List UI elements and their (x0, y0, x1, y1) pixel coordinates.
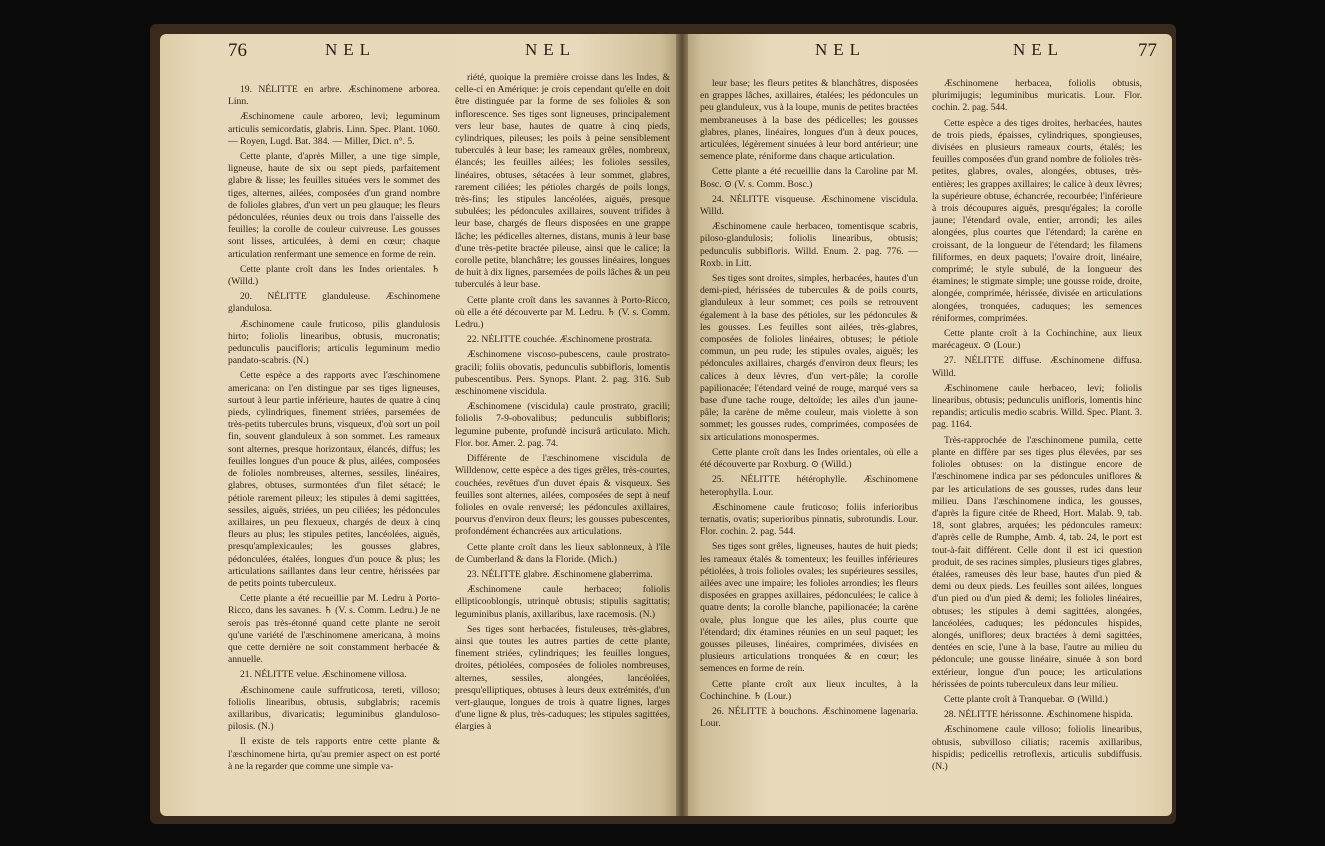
paragraph: Cette plante croît dans les Indes orientales. ♄ (Willd.) (228, 263, 440, 288)
right-page-column-2 (932, 78, 1142, 806)
left-page-column-1 (228, 84, 440, 806)
paragraph: 23. NÉLITTE glabre. Æschinomene glaberrima. (467, 568, 653, 580)
paragraph: 21. NÉLITTE velue. Æschinomene villosa. (240, 669, 407, 681)
paragraph: Ses tiges sont grêles, ligneuses, hautes de huit pieds; les rameaux étalés & tomenteux; les feuilles inférieures pétiolées, à trois folioles ovales; les supérieures sessiles, ailées avec une impaire; les folioles arrondies; les fleurs disposées en grappes axillaires, pédonculées; le calice à quatre dents; la corolle blanche, papilionacée; la carène ovale, plus longue que les ailes, plus courte que l'étendard; dix étamines réunies en un seul paquet; les gousses pileuses, linéaires, comprimées, divisées en plusieurs articulations tronquées & en cœur; les semences en forme de rein. (700, 541, 918, 675)
paragraph: 19. NÉLITTE en arbre. Æschinomene arborea. Linn. (228, 84, 440, 108)
paragraph: Æschinomene caule fruticoso; foliis inferioribus ternatis, ovatis; superioribus pinnatis, subrotundis. Lour. Flor. cochin. 2. pag. 544. (700, 501, 918, 538)
paragraph: Très-rapprochée de l'æschinomene pumila, cette plante en diffère par ses tiges plus élevées, par ses folioles obtuses: on la distingue encore de l'æschinomene indica par ses pédoncules uniflores & par les articulations de ses gousses, rudes dans leur milieu. Dans l'æschinomene indica, les gousses, d'après la figure citée de Rheed, Hort. Malab. 9, tab. 18, sont glabres, arquées; les pédoncules rameux: d'après celle de Rumphe, Amb. 4, tab. 24, le port est tout-à-fait différent. Celle dont il est ici question produit, de ses racines simples, plusieurs tiges glabres, étalées, rameuses dès leur base, hautes d'un pied & demi ou deux pieds. Les feuilles sont ailées, longues d'un pied ou d'un pied & demi; les folioles linéaires, obtuses; les stipules à demi sagittées, alongées, lancéolées, caduques; les pédoncules hispides, alongés, uniflores; deux bractées à demi sagittées, dentées en scie, l'une à la base, l'autre au milieu du pédoncule; une gousse linéaire, sinuée à son bord extérieur, longue d'un pouce; les articulations hérissées de points tuberculeux dans leur milieu. (932, 434, 1142, 690)
paragraph: Æschinomene caule herbaceo, levi; foliolis linearibus, obtusis; pedunculis unifloris, lomentis hinc repandis; articulis medio scabris. Willd. Spec. Plant. 3. pag. 1164. (932, 382, 1142, 431)
paragraph: riété, quoique la première croisse dans les Indes, & celle-ci en Amérique: je crois cependant qu'elle en doit être distinguée par la forme de ses folioles & son inflorescence. Ses tiges sont ligneuses, principalement vers leur base, hautes de quatre à cinq pieds, cylindriques, pileuses; les poils à peine sensiblement tuberculés à leur base; les rameaux grêles, nombreux, élancés; les feuilles ailées; les folioles sessiles, linéaires, obtuses, sétacées à leur sommet, glabres, rarement ciliées; les pétioles chargés de poils longs, très-fins; les stipules lancéolées, aiguës, presque subulées; les pédoncules axillaires, souvent trifides à leur base, chargés de fleurs disposées en une grappe lâche; les pédicelles alternes, distans, munis à leur base d'une très-petite bractée pileuse, ainsi que le calice; la corolle petite, blanchâtre; les gousses linéaires, longues de huit à dix lignes, parsemées de poils lâches & un peu tuberculés à leur base. (455, 72, 670, 291)
paragraph: Æschinomene caule arboreo, levi; leguminum articulis semicordatis, glabris. Linn. Spec. Plant. 1060. — Royen, Lugd. Bat. 384. — Miller, Dict. n°. 5. (228, 111, 440, 147)
paragraph: Cette plante croît dans les savannes à Porto-Ricco, où elle a été découverte par M. Ledru. ♄ (V. s. Comm. Ledru.) (455, 294, 670, 331)
paragraph: 20. NÉLITTE glanduleuse. Æschinomene glandulosa. (228, 291, 440, 315)
paragraph: leur base; les fleurs petites & blanchâtres, disposées en grappes lâches, axillaires, étalées; les pédoncules un peu glanduleux, vus à la loupe, munis de petites bractées membraneuses à la base des pédicelles; les gousses glabres, planes, linéaires, longues d'un à deux pouces, articulées, légèrement sinuées à leur bord antérieur; une semence plate, réniforme dans chaque articulation. (700, 78, 918, 163)
left-running-head-1: NEL (325, 40, 377, 59)
paragraph: 27. NÉLITTE diffuse. Æschinomene diffusa. Willd. (932, 355, 1142, 379)
paragraph: Æschinomene caule fruticoso, pilis glandulosis hirto; foliolis linearibus, obtusis, mucronatis; pedunculis paucifloris; articulis leguminum medio pandato-scabris. (N.) (228, 318, 440, 367)
paragraph: Ses tiges sont herbacées, fistuleuses, très-glabres, ainsi que toutes les autres parties de cette plante, finement striées, cylindriques; les feuilles longues, droites, pétiolées, composées de folioles nombreuses, alternes, sessiles, alongées, lancéolées, presqu'elliptiques, obtuses à leurs deux extrémités, d'un vert-glauque, longues de trois à quatre lignes, larges d'une ligne & plus, très-caduques; les stipules sagittées, élargies à (455, 623, 670, 733)
paragraph: Æschinomene caule suffruticosa, tereti, villoso; foliolis linearibus, obtusis, subglabris; racemis axillaribus, divaricatis; leguminibus glanduloso-pilosis. (N.) (228, 684, 440, 733)
paragraph: Æschinomene (viscidula) caule prostrato, gracili; foliolis 7-9-obovalibus; pedunculis subbifloris; legumine pubente, profundè incisurâ articulato. Mich. Flor. bor. Amer. 2. pag. 74. (455, 401, 670, 449)
right-running-head-2: NEL (1013, 40, 1065, 59)
right-running-head-1: NEL (815, 40, 867, 59)
paragraph: 22. NÉLITTE couchée. Æschinomene prostrata. (467, 334, 653, 346)
paragraph: Æschinomene caule herbaceo; foliolis ellipticooblongis, utrinquè obtusis; stipulis sagittatis; leguminibus planis, axillaribus, laxe racemosis. (N.) (455, 584, 670, 620)
paragraph: Cette espèce a des rapports avec l'æschinomene americana: on l'en distingue par ses tiges ligneuses, surtout à leur partie inférieure, hautes de quatre à cinq pieds, cylindriques, finement striées, parsemées de très-petits tubercules bruns, visqueux, d'où sort un poil fin, souvent glanduleux à son sommet. Les rameaux sont alternes, presque horizontaux, élancés, diffus; les feuilles longues d'un pouce & plus, ailées, composées de folioles nombreuses, alternes, sessiles, linéaires, glabres, obtuses, surmontées d'un filet sétacé; le pétiole rarement pileux; les stipules à demi sagittées, sessiles, aiguës, striées, un peu ciliées; les pédoncules axillaires, un peu flexueux, chargés de deux à cinq fleurs au plus; les stipules petites, lancéolées, aiguës, presqu'amplexicaules; les gousses glabres, pédonculées, étalées, longues d'un pouce & plus; les articulations saillantes dans leur centre, hérissées par de petits points tuberculeux. (228, 370, 440, 589)
right-page-column-1 (700, 78, 918, 806)
paragraph: Æschinomene viscoso-pubescens, caule prostrato-gracili; foliis obovatis, pedunculis subbifloris, lomentis pubescentibus. Pers. Synops. Plant. 2. pag. 316. Sub æschinomene viscidula. (455, 349, 670, 398)
paragraph: Différente de l'æschinomene viscidula de Willdenow, cette espèce a des tiges grêles, très-courtes, couchées, revêtues d'un duvet épais & visqueux. Ses feuilles sont alternes, ailées, composées de sept à neuf folioles en ovale renversé; les pédoncules axillaires, pourvus d'environ deux fleurs; les gousses pubescentes, profondément échancrées aux articulations. (455, 453, 670, 538)
right-page-number: 77 (1138, 40, 1157, 61)
paragraph: 24. NÉLITTE visqueuse. Æschinomene viscidula. Willd. (700, 193, 918, 218)
paragraph: Il existe de tels rapports entre cette plante & l'æschinomene hirta, qu'au premier aspect on est porté à ne la regarder que comme une simple va- (228, 736, 440, 772)
paragraph: 26. NÉLITTE à bouchons. Æschinomene lagenaria. Lour. (700, 705, 918, 730)
paragraph: Æschinomene caule villoso; foliolis linearibus, obtusis, subvilloso ciliatis; racemis axillaribus, hispidis; pedicellis retroflexis, articulis subdiffusis. (N.) (932, 724, 1142, 772)
paragraph: Cette plante croît à Tranquebar. ⊙ (Willd.) (944, 693, 1108, 705)
paragraph: Cette plante a été recueillie par M. Ledru à Porto-Ricco, dans les savanes. ♄ (V. s. Comm. Ledru.) Je ne serois pas très-étonné quand cette plante ne seroit qu'une variété de l'æschinomene americana, à moins que cette dernière ne soit constamment herbacée & annuelle. (228, 593, 440, 666)
left-running-head-2: NEL (525, 40, 577, 59)
paragraph: Æschinomene caule herbaceo, tomentisque scabris, piloso-glandulosis; foliolis linearibus, obtusis; pedunculis subbifloris. Willd. Enum. 2. pag. 776. — Roxb. in Litt. (700, 221, 918, 269)
paragraph: Cette plante croît aux lieux incultes, à la Cochinchine. ♄ (Lour.) (700, 678, 918, 702)
paragraph: Cette plante croît à la Cochinchine, aux lieux marécageux. ⊙ (Lour.) (932, 328, 1142, 352)
paragraph: Cette plante croît dans les Indes orientales, où elle a été découverte par Roxburg. ⊙ (Willd.) (700, 446, 918, 471)
paragraph: Cette espèce a des tiges droites, herbacées, hautes de trois pieds, épaisses, cylindriques, spongieuses, divisées en plusieurs rameaux courts, étalés; les feuilles composées d'un grand nombre de folioles très-petites, glabres, ovales, alongées, obtuses, très-entières; les grappes axillaires; le calice à deux lèvres; la supérieure obtuse, échancrée, recourbée; l'inférieure à trois découpures aiguës, presqu'égales; la corolle jaune; l'étendard ovale, entier, arrondi; les ailes alongées, plus courtes que l'étendard; la carène en croissant, de la longueur de l'étendard; les filamens filiformes, en deux paquets; l'ovaire droit, linéaire, comprimé; le style subulé, de la longueur des étamines; le stigmate simple; une gousse roide, droite, alongée, comprimée, hérissée, divisée en articulations alongées, tronquées, caduques; les semences réniformes, comprimées. (932, 117, 1142, 324)
left-page-number: 76 (228, 40, 247, 61)
paragraph: Æschinomene herbacea, foliolis obtusis, plurimijugis; leguminibus muricatis. Lour. Flor. cochin. 2. pag. 544. (932, 78, 1142, 114)
paragraph: Ses tiges sont droites, simples, herbacées, hautes d'un demi-pied, hérissées de tubercules & de poils courts, glanduleux à leur sommet; ces poils se retrouvent également à la base des pétioles, sur les pédoncules & les gousses. Les feuilles sont ailées, très-glabres, composées de folioles linéaires, obtuses; le pétiole commun, un peu rude; les stipules ovales, aiguës; les pédoncules axillaires, chargés d'environ deux fleurs; les calices à deux lèvres, d'un vert-pâle; la corolle papilionacée; l'étendard veiné de rouge, marqué vers sa base d'une tache rouge, deltoïde; les ailes d'un jaune-pâle; la carène de même couleur, mais violette à son sommet; les gousses rudes, comprimées, composées de six articulations monospermes. (700, 273, 918, 443)
book-gutter (676, 34, 688, 816)
paragraph: 25. NÉLITTE hétérophylle. Æschinomene heterophylla. Lour. (700, 474, 918, 498)
paragraph: Cette plante, d'après Miller, a une tige simple, ligneuse, haute de six ou sept pieds, parfaitement glabre & lisse; les feuilles situées vers le sommet des tiges, alternes, ailées, composées d'un grand nombre de folioles glabres, d'un vert un peu glauque; les fleurs pédonculées, réunies deux ou trois dans l'aisselle des feuilles; la corolle de couleur cuivreuse. Les gousses sont lisses, articulées, à demi en cœur; chaque articulation renfermant une semence en forme de rein. (228, 151, 440, 260)
paragraph: 28. NÉLITTE hérissonne. Æschinomene hispida. (944, 709, 1133, 721)
paragraph: Cette plante croît dans les lieux sablonneux, à l'île de Cumberland & dans la Floride. (Mich.) (455, 541, 670, 565)
left-page-column-2 (455, 72, 670, 806)
paragraph: Cette plante a été recueillie dans la Caroline par M. Bosc. ⊙ (V. s. Comm. Bosc.) (700, 166, 918, 190)
